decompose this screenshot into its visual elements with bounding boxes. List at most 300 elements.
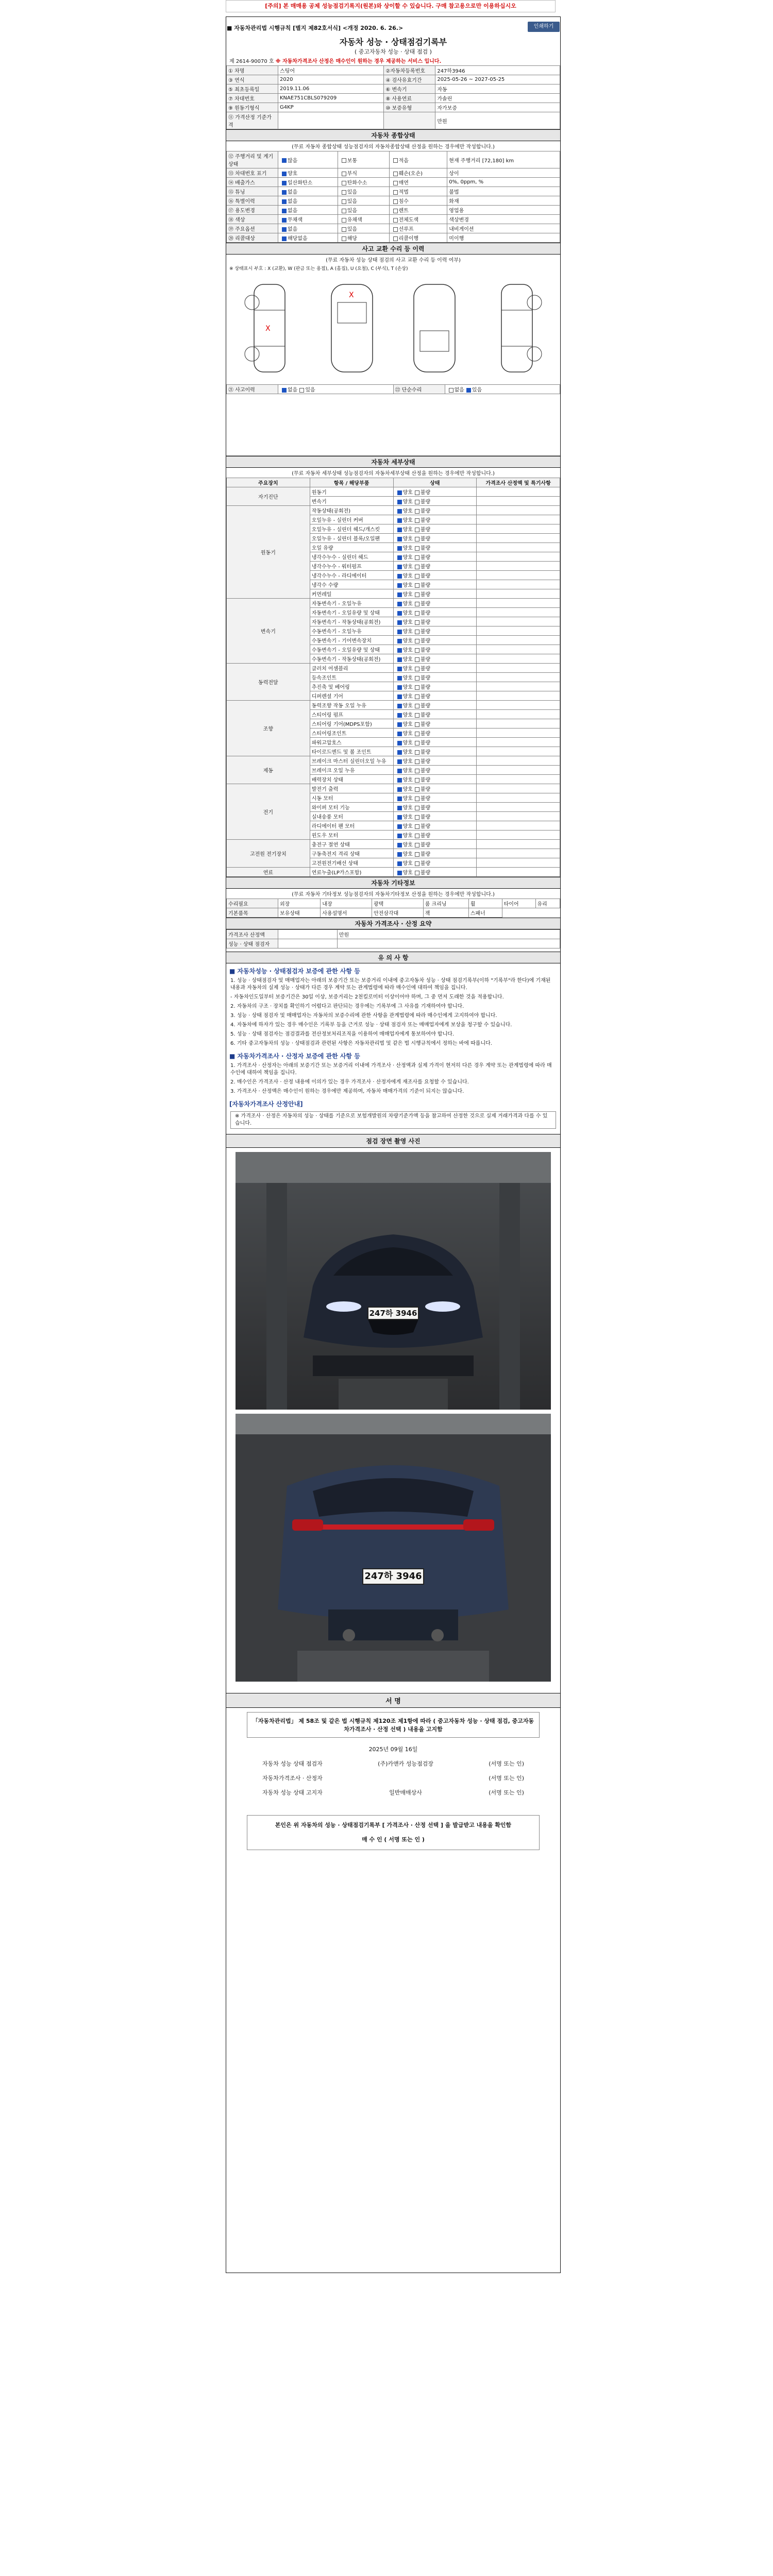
detail-row (227, 487, 560, 497)
svg-text:X: X (265, 325, 271, 333)
detail-item: 구동축전지 격리 상태 (310, 849, 393, 858)
detail-note (477, 608, 560, 617)
basic-value: 가솔린 (435, 94, 560, 103)
checkbox (415, 546, 419, 551)
basic-label: ⑩ 보증유형 (384, 103, 435, 112)
detail-state (393, 599, 477, 608)
state-good: 양호 (402, 499, 413, 505)
checkbox (342, 158, 346, 163)
detail-group-name: 연료 (227, 868, 310, 877)
notice-part1 (226, 976, 560, 1048)
state-bad: 불량 (420, 648, 431, 653)
checkbox (415, 667, 419, 671)
detail-item: 디퍼렌셜 기어 (310, 691, 393, 701)
checkbox (282, 209, 287, 213)
state-bad: 불량 (420, 509, 431, 514)
signature-row (226, 1771, 560, 1785)
checkbox (415, 620, 419, 625)
checkbox (397, 871, 402, 875)
detail-note (477, 654, 560, 664)
detail-state (393, 506, 477, 515)
checkbox (397, 769, 402, 773)
checkbox (397, 815, 402, 820)
state-bad: 불량 (420, 601, 431, 607)
car-diagram (226, 272, 560, 384)
state-good: 양호 (402, 675, 413, 681)
checkbox (415, 490, 419, 495)
status-option-text: 보통 (347, 158, 358, 164)
checkbox (397, 528, 402, 532)
signature-row (226, 1756, 560, 1771)
state-bad: 불량 (420, 611, 431, 616)
state-bad: 불량 (420, 629, 431, 635)
state-bad: 불량 (420, 573, 431, 579)
checkbox (415, 685, 419, 690)
checkbox (415, 518, 419, 523)
state-good: 양호 (402, 620, 413, 625)
detail-note (477, 775, 560, 784)
extra-cell: 광택 (372, 899, 424, 908)
detail-state (393, 849, 477, 858)
basic-info-row (227, 84, 560, 94)
basic-info-table (226, 65, 560, 129)
checkbox (415, 630, 419, 634)
detail-state (393, 487, 477, 497)
checkbox (397, 732, 402, 736)
state-bad: 불량 (420, 731, 431, 737)
front-license-plate: 247하 3946 (367, 1307, 419, 1320)
extra-cell: 사용설명서 (321, 908, 372, 918)
detail-note (477, 821, 560, 831)
detail-note (477, 812, 560, 821)
car-side-right-diagram (481, 274, 553, 382)
detail-item: 스티어링 기어(MDPS포함) (310, 719, 393, 728)
detail-note (477, 719, 560, 728)
car-top-front-diagram (316, 274, 388, 382)
checkbox (415, 565, 419, 569)
svg-text:X: X (349, 291, 354, 299)
checkbox (415, 861, 419, 866)
state-bad: 불량 (420, 713, 431, 718)
state-bad: 불량 (420, 768, 431, 774)
state-good: 양호 (402, 870, 413, 876)
status-row (227, 178, 560, 187)
checkbox (397, 630, 402, 634)
checkbox (393, 158, 398, 163)
checkbox (397, 592, 402, 597)
basic-label: ① 차명 (227, 66, 278, 75)
detail-state (393, 747, 477, 756)
detail-state (393, 608, 477, 617)
status-option (389, 224, 447, 233)
status-option-text: 불법 (449, 190, 459, 195)
detail-state (393, 515, 477, 524)
detail-row (227, 784, 560, 793)
status-section-title: 자동차 종합상태 (226, 129, 560, 141)
detail-state (393, 524, 477, 534)
state-bad: 불량 (420, 777, 431, 783)
state-bad: 불량 (420, 657, 431, 663)
checkbox (397, 667, 402, 671)
checkbox (415, 611, 419, 616)
status-option (389, 233, 447, 243)
signature-cell: (서명 또는 인) (489, 1760, 524, 1767)
detail-item: 커먼레일 (310, 589, 393, 599)
state-good: 양호 (402, 759, 413, 765)
status-option-text: 색상변경 (449, 217, 469, 223)
detail-state (393, 580, 477, 589)
detail-item: 동력조향 작동 오일 누유 (310, 701, 393, 710)
checkbox (397, 806, 402, 810)
detail-row (227, 868, 560, 877)
state-good: 양호 (402, 750, 413, 755)
state-bad: 불량 (420, 638, 431, 644)
status-option (389, 206, 447, 215)
extra-row (227, 908, 560, 918)
status-option (338, 151, 389, 168)
basic-label: ③ 연식 (227, 75, 278, 84)
checkbox (415, 787, 419, 792)
document-title: 자동차 성능 · 상태점검기록부 (339, 37, 447, 47)
status-option (338, 206, 389, 215)
price-cell (278, 939, 338, 948)
detail-item: 오일누유 - 실린더 블록/오일팬 (310, 534, 393, 543)
checkbox (282, 181, 287, 185)
status-option (447, 168, 560, 178)
status-option (278, 196, 338, 206)
checkbox (415, 852, 419, 857)
state-good: 양호 (402, 601, 413, 607)
checkbox (397, 583, 402, 588)
state-bad: 불량 (420, 842, 431, 848)
status-option (338, 224, 389, 233)
detail-note (477, 793, 560, 803)
state-bad: 불량 (420, 796, 431, 802)
detail-note (477, 589, 560, 599)
status-option (389, 187, 447, 196)
state-bad: 불량 (420, 870, 431, 876)
detail-item: 변속기 (310, 497, 393, 506)
checkbox (393, 209, 398, 213)
front-photo (236, 1152, 551, 1410)
checkbox (282, 190, 287, 195)
basic-label: ⑤ 최초등록일 (227, 84, 278, 94)
detail-note (477, 599, 560, 608)
status-option (278, 215, 338, 224)
extra-cell: 타이어 (502, 899, 535, 908)
detail-group-name: 조향 (227, 701, 310, 756)
detail-group-name: 변속기 (227, 599, 310, 664)
checkbox (415, 871, 419, 875)
checkbox (415, 574, 419, 579)
status-option-text: 없음 (288, 227, 298, 232)
detail-column-header: 상태 (393, 478, 477, 487)
state-bad: 불량 (420, 852, 431, 857)
notice-part3-heading: [자동차가격조사 산정안내] (229, 1100, 303, 1108)
detail-state (393, 738, 477, 747)
status-label: ⑰ 용도변경 (227, 206, 278, 215)
state-good: 양호 (402, 592, 413, 598)
state-bad: 불량 (420, 592, 431, 598)
detail-note (477, 803, 560, 812)
state-bad: 불량 (420, 583, 431, 588)
price-row (227, 930, 560, 939)
status-option (278, 206, 338, 215)
checkbox (342, 172, 346, 176)
checkbox (397, 611, 402, 616)
checkbox (397, 713, 402, 718)
detail-state (393, 858, 477, 868)
state-bad: 불량 (420, 675, 431, 681)
status-option-text: 유채색 (347, 217, 362, 223)
status-option-text: 있음 (347, 190, 358, 195)
document-subtitle: ( 중고자동차 성능 · 상태 점검 ) (355, 48, 432, 55)
detail-column-header: 가격조사 산정액 및 특기사항 (477, 478, 560, 487)
status-option-text: 내비게이션 (449, 227, 474, 232)
status-option (338, 187, 389, 196)
checkbox (342, 181, 346, 185)
extra-cell: 보유상태 (278, 908, 321, 918)
detail-note (477, 766, 560, 775)
detail-group-name: 고전원 전기장치 (227, 840, 310, 868)
checkbox (397, 620, 402, 625)
checkbox (397, 685, 402, 690)
detail-item: 원동기 (310, 487, 393, 497)
state-good: 양호 (402, 573, 413, 579)
basic-value: 만원 (435, 112, 560, 129)
detail-note (477, 534, 560, 543)
status-option (338, 196, 389, 206)
status-option (278, 187, 338, 196)
checkbox (415, 834, 419, 838)
status-option (447, 206, 560, 215)
checkbox (397, 796, 402, 801)
status-option (389, 151, 447, 168)
car-side-left-diagram (233, 274, 306, 382)
state-bad: 불량 (420, 694, 431, 700)
checkbox (415, 824, 419, 829)
signature-cell: (서명 또는 인) (489, 1775, 524, 1782)
signature-cell: (서명 또는 인) (489, 1789, 524, 1796)
notice-paragraph: 2. 자동차의 구조 · 장치를 확인하기 어렵다고 판단되는 경우에는 기록부에 그 사유를 기재하여야 합니다. (230, 1004, 464, 1009)
state-bad: 불량 (420, 861, 431, 867)
detail-row (227, 599, 560, 608)
basic-value: 247하3946 (435, 66, 560, 75)
detail-state (393, 571, 477, 580)
basic-value: 2019.11.06 (278, 84, 384, 94)
price-cell (278, 930, 338, 939)
basic-info-row (227, 66, 560, 75)
extra-cell: 유리 (535, 899, 560, 908)
status-option-text: 부식 (347, 171, 358, 177)
checkbox (415, 657, 419, 662)
checkbox (415, 528, 419, 532)
detail-item: 윈도우 모터 (310, 831, 393, 840)
status-option (447, 233, 560, 243)
detail-note (477, 831, 560, 840)
checkbox (415, 796, 419, 801)
rear-license-plate: 247하 3946 (362, 1568, 424, 1585)
simple-repair-value: 없음 있음 (445, 385, 560, 394)
checkbox (397, 704, 402, 708)
state-good: 양호 (402, 638, 413, 644)
status-label: ⑫ 주행거리 및 계기상태 (227, 151, 278, 168)
checkbox (397, 694, 402, 699)
checkbox (397, 676, 402, 681)
state-good: 양호 (402, 629, 413, 635)
checkbox (397, 824, 402, 829)
notice-paragraph: 3. 가격조사 · 산정액은 매수인이 원하는 경우에만 제공하며, 자동차 매매가격의 기준이 되지는 않습니다. (230, 1089, 464, 1094)
document-number: 제 2614-90070 호 ※ 자동차가격조사 산정은 매수인이 원하는 경우 제공하는 서비스 입니다. (229, 59, 442, 64)
detail-note (477, 506, 560, 515)
notice-paragraph: 1. 가격조사 · 산정자는 아래의 보증기간 또는 보증거리 이내에 가격조사 · 산정액과 실제 가격이 현저히 다른 경우 계약 또는 관계법령에 따라 매수인에 대하여 책임을 집니다. (230, 1063, 552, 1076)
status-row (227, 206, 560, 215)
detail-item: 고전원전기배선 상태 (310, 858, 393, 868)
detail-row (227, 664, 560, 673)
status-row (227, 168, 560, 178)
basic-value: KNAE751CBLS079209 (278, 94, 384, 103)
status-row (227, 215, 560, 224)
signature-cell: 자동차 성능 상태 점검자 (262, 1760, 323, 1767)
basic-label: ②자동차등록번호 (384, 66, 435, 75)
checkbox (415, 759, 419, 764)
state-bad: 불량 (420, 546, 431, 551)
detail-item: 오일누유 - 실린더 헤드/개스킷 (310, 524, 393, 534)
detail-state (393, 664, 477, 673)
detail-note (477, 497, 560, 506)
checkbox (282, 218, 287, 223)
detail-item: 와이퍼 모터 기능 (310, 803, 393, 812)
detail-note (477, 562, 560, 571)
detail-state (393, 497, 477, 506)
state-good: 양호 (402, 518, 413, 523)
basic-info-row (227, 103, 560, 112)
checkbox (393, 199, 398, 204)
extra-cell: 기본품목 (227, 908, 278, 918)
checkbox (342, 227, 346, 232)
detail-note (477, 636, 560, 645)
status-option (338, 215, 389, 224)
checkbox (397, 509, 402, 514)
extra-cell: 룸 크리닝 (423, 899, 468, 908)
extra-cell: 안전삼각대 (372, 908, 424, 918)
state-bad: 불량 (420, 815, 431, 820)
detail-state (393, 626, 477, 636)
checkbox (415, 602, 419, 606)
checkbox (415, 741, 419, 745)
signature-cell: 자동차가격조사 · 산정자 (262, 1775, 323, 1782)
detail-table (226, 478, 560, 877)
price-section-title: 자동차 가격조사 · 산정 요약 (226, 918, 560, 929)
detail-group-name: 원동기 (227, 506, 310, 599)
detail-item: 수동변속기 - 오일유량 및 상태 (310, 645, 393, 654)
detail-state (393, 636, 477, 645)
detail-note (477, 664, 560, 673)
checkbox (393, 190, 398, 195)
checkbox (397, 490, 402, 495)
detail-note (477, 571, 560, 580)
status-option-text: 없음 (288, 208, 298, 214)
detail-item: 스티어링조인트 (310, 728, 393, 738)
photo-section-title: 점검 장면 촬영 사진 (226, 1134, 560, 1148)
detail-note (477, 691, 560, 701)
checkbox (397, 834, 402, 838)
extra-section-note: (무료 자동차 기타정보 성능점검자의 자동차기타정보 산정을 원하는 경우에만 작성합니다.) (292, 892, 495, 897)
status-row (227, 187, 560, 196)
checkbox (397, 602, 402, 606)
checkbox (397, 648, 402, 653)
detail-item: 냉각수누수 - 워터펌프 (310, 562, 393, 571)
status-option (278, 233, 338, 243)
extra-cell: 잭 (423, 908, 468, 918)
status-option-text: 해당 (347, 236, 358, 242)
state-good: 양호 (402, 509, 413, 514)
status-label: ⑲ 주요옵션 (227, 224, 278, 233)
checkbox (397, 843, 402, 848)
form-reference: ■ 자동차관리법 시행규칙 [별지 제82호서식] <개정 2020. 6. 26.> (227, 25, 404, 31)
print-button[interactable]: 인쇄하기 (528, 22, 560, 32)
state-bad: 불량 (420, 805, 431, 811)
notice-part2-heading: ■ 자동차가격조사 · 산정자 보증에 관한 사항 등 (229, 1053, 360, 1060)
checkbox (282, 236, 287, 241)
status-option-text: 리콜이행 (398, 236, 419, 242)
checkbox (393, 218, 398, 223)
detail-note (477, 487, 560, 497)
status-option-text: 없음 (288, 199, 298, 205)
checkbox (397, 546, 402, 551)
status-option (278, 224, 338, 233)
detail-note (477, 849, 560, 858)
notice-paragraph: - 자동차인도일부터 보증기간은 30일 이상, 보증거리는 2천킬로미터 이상이어야 하며, 그 중 먼저 도래한 것을 적용합니다. (230, 994, 504, 1000)
detail-item: 자동변속기 - 오일누유 (310, 599, 393, 608)
detail-state (393, 831, 477, 840)
state-good: 양호 (402, 657, 413, 663)
detail-note (477, 617, 560, 626)
detail-note (477, 701, 560, 710)
checkbox (397, 750, 402, 755)
status-option-text: 탄화수소 (347, 180, 367, 186)
state-bad: 불량 (420, 740, 431, 746)
status-option (389, 178, 447, 187)
status-option-text: 현재 주행거리 [72,180] km (449, 158, 514, 164)
checkbox (397, 537, 402, 541)
status-label: ⑭ 배출가스 (227, 178, 278, 187)
state-good: 양호 (402, 815, 413, 820)
state-bad: 불량 (420, 536, 431, 542)
accident-legend: ※ 상태표시 부호 : X (교환), W (판금 또는 용접), A (흠집), U (요철), C (부식), T (손상) (229, 266, 408, 272)
accident-history-label: ㉑ 사고이력 (227, 385, 278, 394)
state-bad: 불량 (420, 620, 431, 625)
detail-note (477, 682, 560, 691)
detail-item: 냉각수누수 - 라디에이터 (310, 571, 393, 580)
extra-table (226, 899, 560, 918)
checkbox (415, 713, 419, 718)
status-section-note: (무료 자동차 종합상태 성능점검자의 자동차종합상태 산정을 원하는 경우에만 작성합니다.) (292, 144, 495, 150)
checkbox (397, 657, 402, 662)
price-cell (337, 939, 560, 948)
status-option (278, 178, 338, 187)
status-option-text: 전체도색 (398, 217, 419, 223)
checkbox (342, 190, 346, 195)
extra-cell: 수리필요 (227, 899, 278, 908)
detail-column-header: 항목 / 해당부품 (310, 478, 393, 487)
state-bad: 불량 (420, 527, 431, 533)
detail-row (227, 506, 560, 515)
detail-item: 브레이크 오일 누유 (310, 766, 393, 775)
status-option-text: 상이 (449, 171, 459, 177)
checkbox (415, 843, 419, 848)
checkbox (342, 236, 346, 241)
